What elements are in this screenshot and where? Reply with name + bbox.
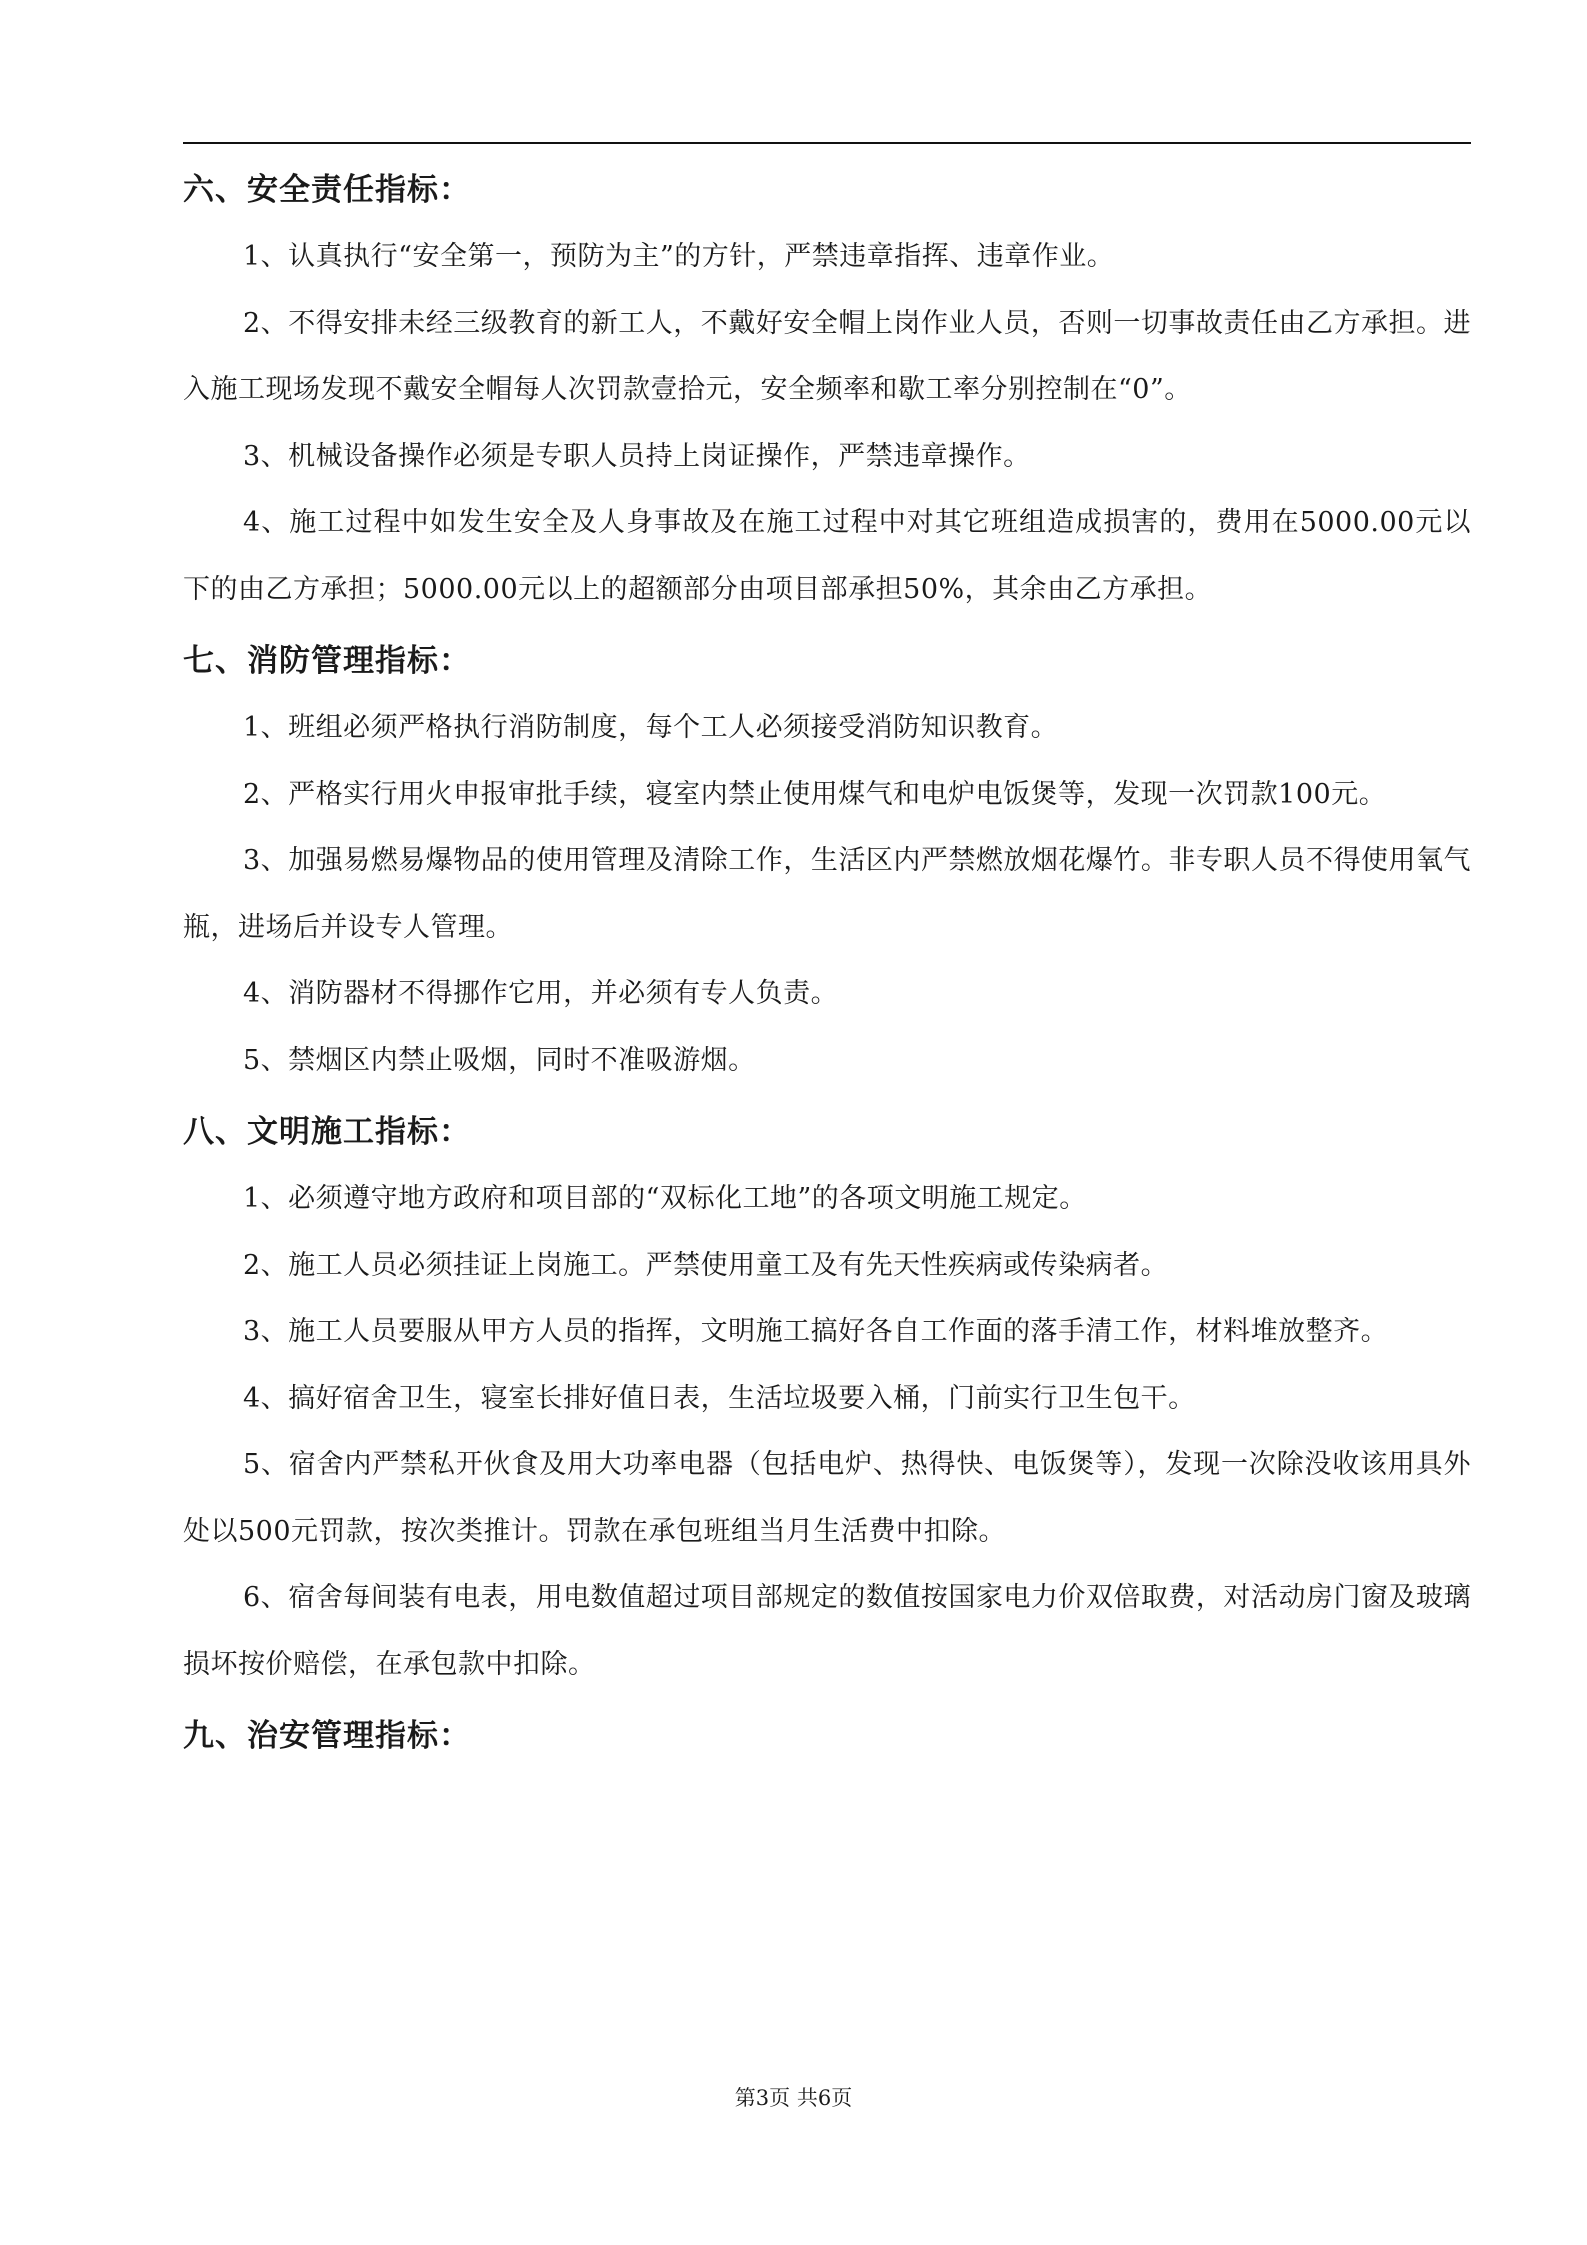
- paragraph: 6、宿舍每间装有电表，用电数值超过项目部规定的数值按国家电力价双倍取费，对活动房门窗及玻璃损坏按价赔偿，在承包款中扣除。: [183, 1582, 1471, 1680]
- paragraph: 1、班组必须严格执行消防制度，每个工人必须接受消防知识教育。: [243, 712, 1059, 743]
- paragraph: 4、施工过程中如发生安全及人身事故及在施工过程中对其它班组造成损害的，费用在5000.00元以下的由乙方承担；5000.00元以上的超额部分由项目部承担50%，其余由乙方承担。: [183, 507, 1471, 605]
- section-public-security: [183, 1698, 1471, 1770]
- paragraph: 4、消防器材不得挪作它用，并必须有专人负责。: [243, 978, 839, 1009]
- section-civilized-construction: [183, 1094, 1471, 1698]
- paragraph: 5、宿舍内严禁私开伙食及用大功率电器（包括电炉、热得快、电饭煲等），发现一次除没收该用具外处以500元罚款，按次类推计。罚款在承包班组当月生活费中扣除。: [183, 1449, 1471, 1547]
- document-body: [183, 152, 1471, 1770]
- section-heading: 九、治安管理指标：: [183, 1718, 471, 1754]
- paragraph: 2、不得安排未经三级教育的新工人，不戴好安全帽上岗作业人员，否则一切事故责任由乙方承担。进入施工现场发现不戴安全帽每人次罚款壹拾元，安全频率和歇工率分别控制在“0”。: [183, 307, 1471, 405]
- header-rule: [183, 142, 1471, 144]
- section-heading: 八、文明施工指标：: [183, 1114, 471, 1150]
- page-footer: 第3页 共6页: [734, 2086, 853, 2110]
- paragraph: 1、认真执行“安全第一，预防为主”的方针，严禁违章指挥、违章作业。: [243, 241, 1115, 272]
- section-heading: 七、消防管理指标：: [183, 643, 471, 679]
- paragraph: 3、施工人员要服从甲方人员的指挥，文明施工搞好各自工作面的落手清工作，材料堆放整齐。: [243, 1316, 1389, 1347]
- paragraph: 3、加强易燃易爆物品的使用管理及清除工作，生活区内严禁燃放烟花爆竹。非专职人员不得使用氧气瓶，进场后并设专人管理。: [183, 845, 1471, 943]
- paragraph: 4、搞好宿舍卫生，寝室长排好值日表，生活垃圾要入桶，门前实行卫生包干。: [243, 1382, 1196, 1414]
- section-safety: [183, 152, 1471, 623]
- paragraph: 3、机械设备操作必须是专职人员持上岗证操作，严禁违章操作。: [243, 440, 1031, 472]
- paragraph: 2、严格实行用火申报审批手续，寝室内禁止使用煤气和电炉电饭煲等，发现一次罚款100元。: [243, 778, 1387, 810]
- paragraph: 2、施工人员必须挂证上岗施工。严禁使用童工及有先天性疾病或传染病者。: [243, 1249, 1169, 1281]
- paragraph: 1、必须遵守地方政府和项目部的“双标化工地”的各项文明施工规定。: [243, 1183, 1087, 1214]
- section-fire-control: [183, 623, 1471, 1094]
- paragraph: 5、禁烟区内禁止吸烟，同时不准吸游烟。: [243, 1044, 756, 1076]
- section-heading: 六、安全责任指标：: [183, 172, 471, 208]
